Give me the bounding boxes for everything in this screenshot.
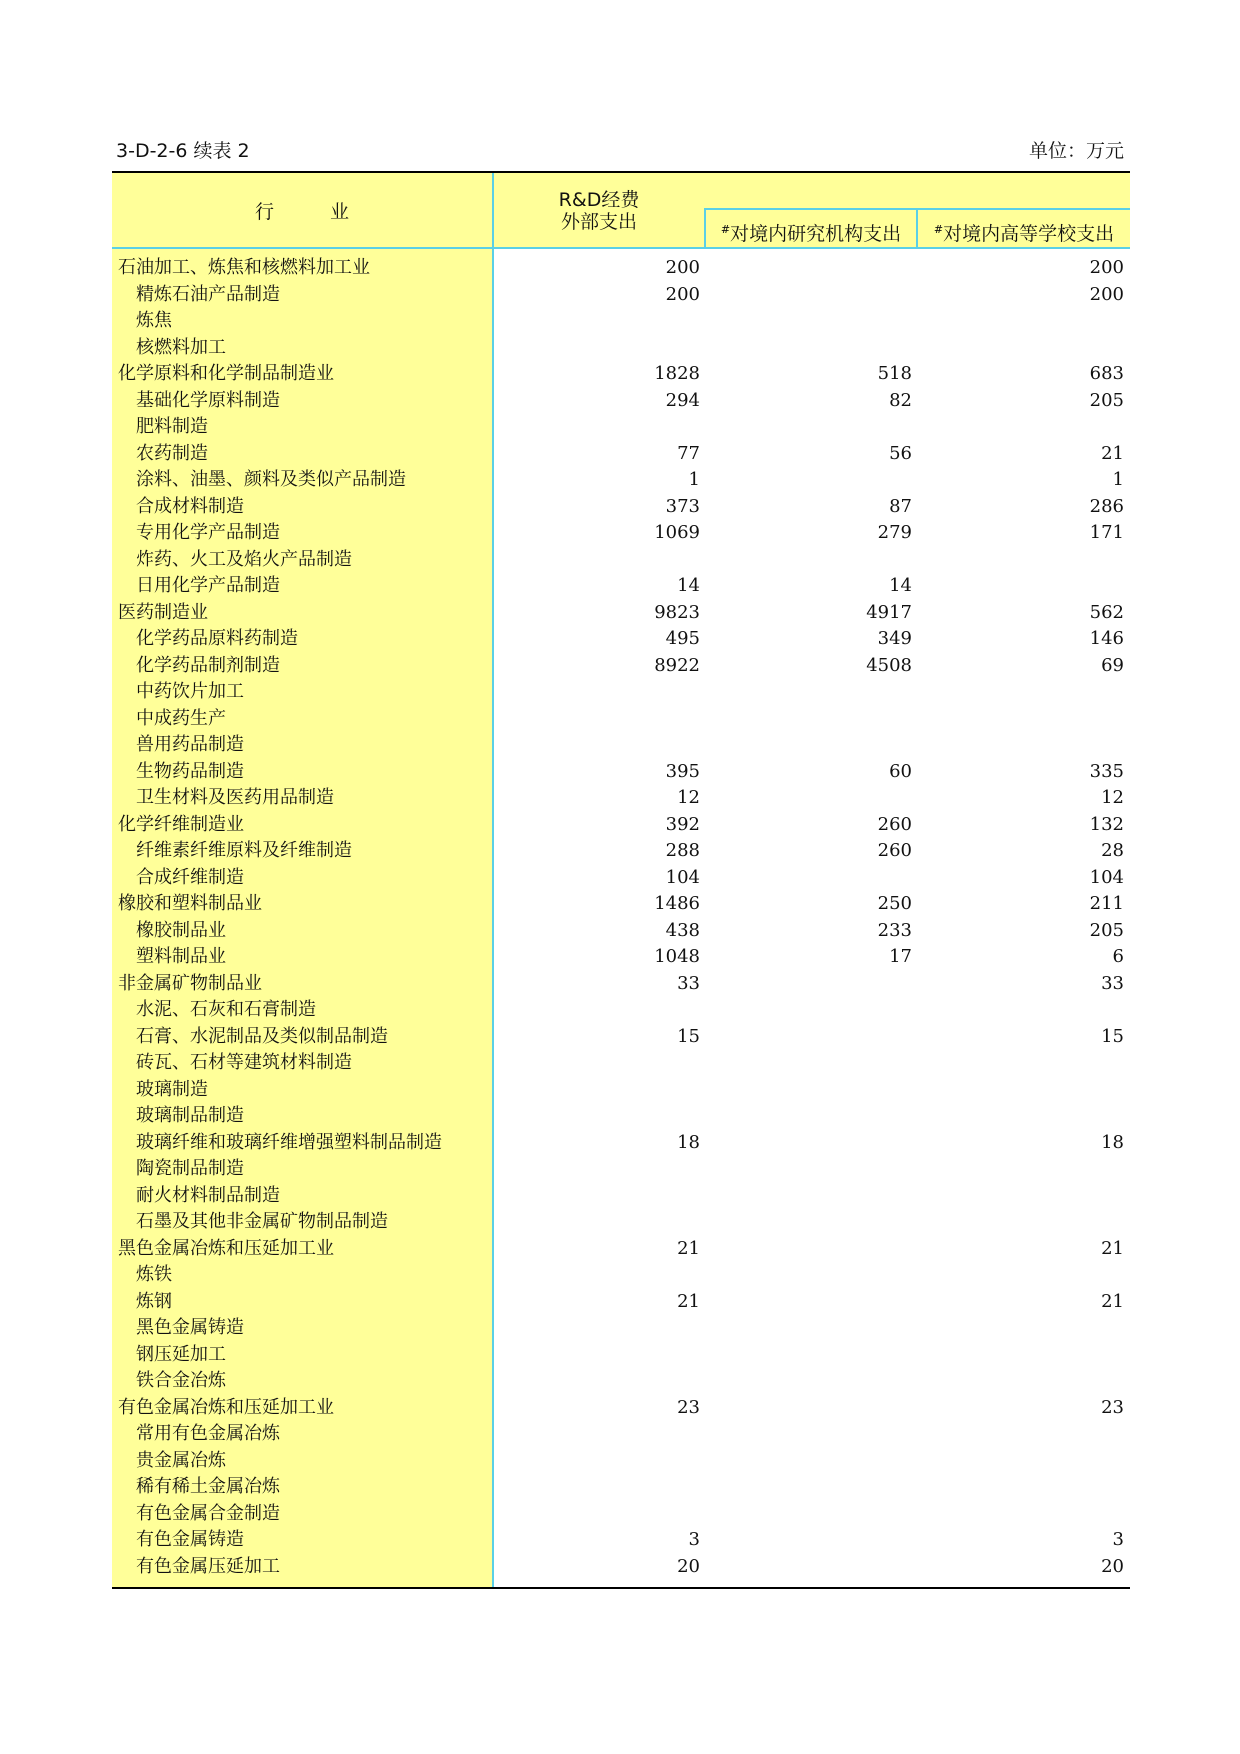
rd-total-value: 1486 xyxy=(654,893,700,914)
industry-name: 黑色金属铸造 xyxy=(136,1317,244,1338)
header-industry-char-1: 行 xyxy=(254,201,274,223)
industry-name: 日用化学产品制造 xyxy=(136,575,280,596)
table-row xyxy=(112,1448,1130,1475)
industry-name: 稀有稀土金属冶炼 xyxy=(136,1476,280,1497)
header-industry-char-2: 业 xyxy=(330,201,350,223)
industry-name: 玻璃纤维和玻璃纤维增强塑料制品制造 xyxy=(136,1131,442,1153)
universities-value: 12 xyxy=(1101,787,1124,808)
universities-value: 211 xyxy=(1089,893,1124,914)
rd-total-value: 1048 xyxy=(654,946,700,967)
universities-value: 23 xyxy=(1101,1396,1124,1418)
table-row xyxy=(112,1156,1130,1183)
table-row xyxy=(112,626,1130,653)
header-research-mark: # xyxy=(720,223,731,236)
table-row xyxy=(112,1421,1130,1448)
industry-name: 橡胶制品业 xyxy=(136,919,226,941)
industry-name: 合成材料制造 xyxy=(136,495,244,517)
table-row xyxy=(112,1077,1130,1104)
table-row xyxy=(112,1474,1130,1501)
industry-name: 核燃料加工 xyxy=(136,336,226,358)
industry-name: 橡胶和塑料制品业 xyxy=(118,893,262,914)
industry-name: 兽用药品制造 xyxy=(136,734,244,755)
universities-value: 3 xyxy=(1112,1529,1124,1550)
table-row xyxy=(112,1050,1130,1077)
research-institutes-value: 233 xyxy=(877,919,912,941)
table-row xyxy=(112,600,1130,627)
universities-value: 335 xyxy=(1089,760,1124,782)
rd-total-value: 21 xyxy=(677,1290,700,1312)
rd-total-value: 392 xyxy=(665,813,700,835)
table-row xyxy=(112,1395,1130,1422)
rd-total-value: 21 xyxy=(677,1237,700,1259)
rd-total-value: 20 xyxy=(677,1555,700,1577)
table-row xyxy=(112,812,1130,839)
table-row xyxy=(112,1262,1130,1289)
table-row xyxy=(112,944,1130,971)
table-row xyxy=(112,494,1130,521)
industry-name: 中成药生产 xyxy=(136,707,226,729)
industry-name: 有色金属冶炼和压延加工业 xyxy=(118,1396,334,1418)
header-universities xyxy=(918,219,1130,246)
table-row xyxy=(112,706,1130,733)
rd-total-value: 77 xyxy=(677,442,700,464)
industry-name: 塑料制品业 xyxy=(136,946,226,967)
rd-total-value: 8922 xyxy=(654,654,700,676)
table-row xyxy=(112,361,1130,388)
bottom-rule xyxy=(112,1587,1130,1589)
research-institutes-value: 4917 xyxy=(866,601,912,623)
industry-name: 砖瓦、石材等建筑材料制造 xyxy=(136,1052,352,1073)
industry-name: 贵金属冶炼 xyxy=(136,1449,226,1471)
universities-value: 69 xyxy=(1101,654,1124,676)
industry-name: 肥料制造 xyxy=(136,416,208,437)
rd-total-value: 104 xyxy=(665,866,700,888)
industry-name: 化学药品制剂制造 xyxy=(136,654,280,676)
table-row xyxy=(112,759,1130,786)
industry-name: 涂料、油墨、颜料及类似产品制造 xyxy=(136,469,406,490)
rd-total-value: 23 xyxy=(677,1396,700,1418)
table-row xyxy=(112,308,1130,335)
table-row xyxy=(112,971,1130,998)
table-row xyxy=(112,865,1130,892)
industry-name: 化学纤维制造业 xyxy=(118,813,244,835)
universities-value: 205 xyxy=(1089,389,1124,411)
industry-name: 炼焦 xyxy=(136,310,172,331)
header-rd-line2: 外部支出 xyxy=(560,211,637,233)
rd-total-value: 200 xyxy=(665,283,700,305)
universities-value: 15 xyxy=(1101,1025,1124,1047)
rd-total-value: 12 xyxy=(677,787,700,808)
top-rule xyxy=(112,171,1130,173)
table-row xyxy=(112,1183,1130,1210)
industry-name: 玻璃制造 xyxy=(136,1078,208,1100)
industry-name: 化学原料和化学制品制造业 xyxy=(118,363,334,384)
universities-value: 200 xyxy=(1089,257,1124,278)
research-institutes-value: 250 xyxy=(877,893,912,914)
industry-name: 专用化学产品制造 xyxy=(136,522,280,543)
rd-total-value: 1828 xyxy=(654,363,700,384)
rd-total-value: 3 xyxy=(688,1529,700,1550)
header-university-mark: # xyxy=(933,223,944,236)
research-institutes-value: 4508 xyxy=(866,654,912,676)
table-row xyxy=(112,388,1130,415)
industry-name: 基础化学原料制造 xyxy=(136,389,280,411)
table-row xyxy=(112,1501,1130,1528)
rd-total-value: 200 xyxy=(665,257,700,278)
table-row xyxy=(112,1342,1130,1369)
unit-label: 单位：万元 xyxy=(1028,140,1124,162)
research-institutes-value: 260 xyxy=(877,813,912,835)
table-row xyxy=(112,1024,1130,1051)
universities-value: 1 xyxy=(1112,469,1124,490)
research-institutes-value: 56 xyxy=(889,442,912,464)
table-row xyxy=(112,520,1130,547)
industry-name: 有色金属合金制造 xyxy=(136,1502,280,1524)
table-row xyxy=(112,255,1130,282)
research-institutes-value: 60 xyxy=(889,760,912,782)
table-row xyxy=(112,282,1130,309)
industry-name: 玻璃制品制造 xyxy=(136,1105,244,1126)
rd-total-value: 15 xyxy=(677,1025,700,1047)
research-institutes-value: 279 xyxy=(877,522,912,543)
table-row xyxy=(112,918,1130,945)
table-row xyxy=(112,335,1130,362)
industry-name: 炼钢 xyxy=(136,1290,172,1312)
header-research-institutes xyxy=(706,219,916,246)
industry-name: 常用有色金属冶炼 xyxy=(136,1423,280,1444)
header-separator xyxy=(112,247,1130,249)
table-row xyxy=(112,679,1130,706)
table-row xyxy=(112,1368,1130,1395)
universities-value: 20 xyxy=(1101,1555,1124,1577)
industry-name: 耐火材料制品制造 xyxy=(136,1184,280,1206)
industry-name: 合成纤维制造 xyxy=(136,866,244,888)
rd-total-value: 9823 xyxy=(654,601,700,623)
industry-name: 农药制造 xyxy=(136,442,208,464)
industry-name: 卫生材料及医药用品制造 xyxy=(136,787,334,808)
table-row xyxy=(112,653,1130,680)
industry-name: 中药饮片加工 xyxy=(136,681,244,702)
universities-value: 28 xyxy=(1101,840,1124,861)
table-row xyxy=(112,1103,1130,1130)
industry-name: 水泥、石灰和石膏制造 xyxy=(136,999,316,1020)
rd-total-value: 438 xyxy=(665,919,700,941)
industry-name: 黑色金属冶炼和压延加工业 xyxy=(118,1237,334,1259)
universities-value: 205 xyxy=(1089,919,1124,941)
rd-total-value: 373 xyxy=(665,495,700,517)
table-row xyxy=(112,547,1130,574)
universities-value: 21 xyxy=(1101,1237,1124,1259)
industry-name: 石油加工、炼焦和核燃料加工业 xyxy=(118,257,370,278)
research-institutes-value: 349 xyxy=(877,628,912,649)
rd-total-value: 288 xyxy=(665,840,700,861)
rd-total-value: 1069 xyxy=(654,522,700,543)
universities-value: 18 xyxy=(1101,1131,1124,1153)
industry-name: 陶瓷制品制造 xyxy=(136,1158,244,1179)
statistics-table xyxy=(112,171,1130,1589)
industry-name: 炸药、火工及焰火产品制造 xyxy=(136,548,352,570)
table-title: 3-D-2-6 续表 2 xyxy=(116,140,250,162)
research-institutes-value: 14 xyxy=(889,575,912,596)
header-industry xyxy=(112,197,492,224)
table-row xyxy=(112,785,1130,812)
universities-value: 562 xyxy=(1089,601,1124,623)
industry-name: 石墨及其他非金属矿物制品制造 xyxy=(136,1211,388,1232)
header-university-label: 对境内高等学校支出 xyxy=(943,223,1115,245)
header-research-label: 对境内研究机构支出 xyxy=(730,223,902,245)
universities-value: 200 xyxy=(1089,283,1124,305)
universities-value: 683 xyxy=(1089,363,1124,384)
rd-total-value: 1 xyxy=(688,469,700,490)
industry-name: 有色金属铸造 xyxy=(136,1529,244,1550)
table-row xyxy=(112,441,1130,468)
universities-value: 146 xyxy=(1089,628,1124,649)
industry-name: 生物药品制造 xyxy=(136,760,244,782)
table-row xyxy=(112,1315,1130,1342)
industry-name: 非金属矿物制品业 xyxy=(118,972,262,994)
rd-total-value: 14 xyxy=(677,575,700,596)
table-body xyxy=(112,255,1130,1580)
rd-total-value: 495 xyxy=(665,628,700,649)
table-row xyxy=(112,997,1130,1024)
universities-value: 21 xyxy=(1101,1290,1124,1312)
table-row xyxy=(112,732,1130,759)
table-row xyxy=(112,1289,1130,1316)
industry-name: 铁合金冶炼 xyxy=(136,1370,226,1391)
table-row xyxy=(112,1209,1130,1236)
rd-total-value: 18 xyxy=(677,1131,700,1153)
table-row xyxy=(112,1554,1130,1581)
universities-value: 104 xyxy=(1089,866,1124,888)
table-row xyxy=(112,467,1130,494)
universities-value: 171 xyxy=(1089,522,1124,543)
table-row xyxy=(112,891,1130,918)
table-row xyxy=(112,1130,1130,1157)
universities-value: 286 xyxy=(1089,495,1124,517)
industry-name: 化学药品原料药制造 xyxy=(136,628,298,649)
rd-total-value: 395 xyxy=(665,760,700,782)
universities-value: 6 xyxy=(1112,946,1124,967)
industry-name: 纤维素纤维原料及纤维制造 xyxy=(136,840,352,861)
research-institutes-value: 82 xyxy=(889,389,912,411)
table-row xyxy=(112,838,1130,865)
rd-total-value: 33 xyxy=(677,972,700,994)
research-institutes-value: 518 xyxy=(877,363,912,384)
industry-name: 石膏、水泥制品及类似制品制造 xyxy=(136,1025,388,1047)
universities-value: 33 xyxy=(1101,972,1124,994)
table-row xyxy=(112,414,1130,441)
universities-value: 132 xyxy=(1089,813,1124,835)
table-row xyxy=(112,1236,1130,1263)
universities-value: 21 xyxy=(1101,442,1124,464)
industry-name: 医药制造业 xyxy=(118,601,208,623)
header-rd-expenditure xyxy=(494,189,704,233)
table-row xyxy=(112,573,1130,600)
research-institutes-value: 260 xyxy=(877,840,912,861)
industry-name: 炼铁 xyxy=(136,1264,172,1285)
research-institutes-value: 87 xyxy=(889,495,912,517)
industry-name: 钢压延加工 xyxy=(136,1343,226,1365)
research-institutes-value: 17 xyxy=(889,946,912,967)
industry-name: 精炼石油产品制造 xyxy=(136,283,280,305)
rd-total-value: 294 xyxy=(665,389,700,411)
header-rd-line1: R&D经费 xyxy=(558,189,640,211)
industry-name: 有色金属压延加工 xyxy=(136,1555,280,1577)
table-row xyxy=(112,1527,1130,1554)
